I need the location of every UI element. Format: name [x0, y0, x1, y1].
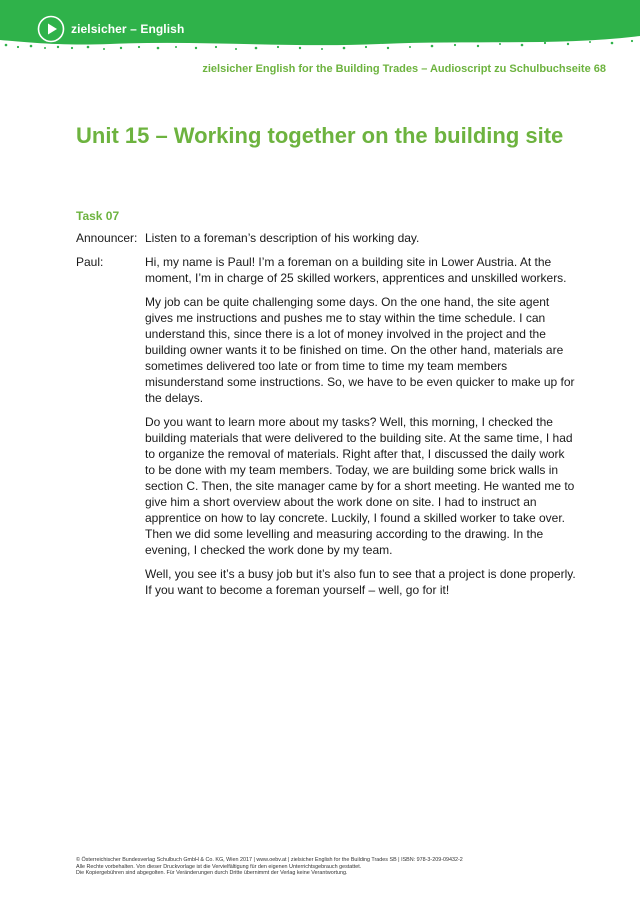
speaker-lines: [145, 230, 576, 246]
dialog: [76, 230, 576, 606]
task-label: Task 07: [76, 209, 120, 223]
brand-logo: [37, 15, 184, 43]
footer-rights: Alle Rechte vorbehalten. Von dieser Druckvorlage ist die Vervielfältigung für den eigenen Unterrichtsgebrauch gestattet.: [76, 863, 362, 870]
brand-name: zielsicher – English: [71, 22, 185, 36]
dialog-paragraph: Well, you see it’s a busy job but it’s also fun to see that a project is done properly. If you want to become a foreman yourself – well, go for it!: [145, 567, 576, 597]
dialog-paragraph: Do you want to learn more about my tasks? Well, this morning, I checked the building materials that were delivered to the building site. At the same time, I had to organize the removal of materials. Right after that, I discussed the daily work to be done with my team members. Today, we are building some brick walls in section C. Then, the site manager came by for a short meeting. He wanted me to give him a short overview about the work done on site. I had to instruct an apprentice on how to lay concrete. Luckily, I found a skilled worker to take over. Then we did some levelling and measuring according to the drawing. In the evening, I checked the work done by my team.: [145, 415, 575, 557]
footer-disclaimer: Die Kopiergebühren sind abgegolten. Für Veränderungen durch Dritte übernimmt der Verlag keine Verantwortung.: [76, 870, 348, 877]
speaker-lines: [145, 254, 576, 606]
dialog-paragraph: My job can be quite challenging some days. On the one hand, the site agent gives me instructions and pushes me to stay within the time schedule. I can understand this, since there is a lot of money involved in the project and the building owner wants it to be finished on time. On the other hand, materials are sometimes delivered too late or from time to time my team members misunderstand some instructions. So, we have to be even quicker to make up for the delays.: [145, 295, 575, 405]
page-title: Unit 15 – Working together on the building site: [76, 123, 564, 148]
dialog-row-announcer: [76, 230, 576, 246]
footer: [76, 857, 596, 877]
dialog-paragraph: Listen to a foreman’s description of his working day.: [145, 231, 420, 245]
dialog-paragraph: Hi, my name is Paul! I’m a foreman on a building site in Lower Austria. At the moment, I’m in charge of 25 skilled workers, apprentices and unskilled workers.: [145, 255, 567, 285]
speaker-label: Paul:: [76, 255, 104, 269]
page-subtitle: zielsicher English for the Building Trades – Audioscript zu Schulbuchseite 68: [202, 63, 606, 75]
speaker-label: Announcer:: [76, 231, 138, 245]
play-icon: [37, 15, 65, 43]
footer-copyright: © Österreichischer Bundesverlag Schulbuch GmbH & Co. KG, Wien 2017 | www.oebv.at | zielsicher English for the Building Trades SB | ISBN: 978-3-209-09432-2: [76, 857, 463, 863]
dialog-row-paul: [76, 254, 576, 606]
